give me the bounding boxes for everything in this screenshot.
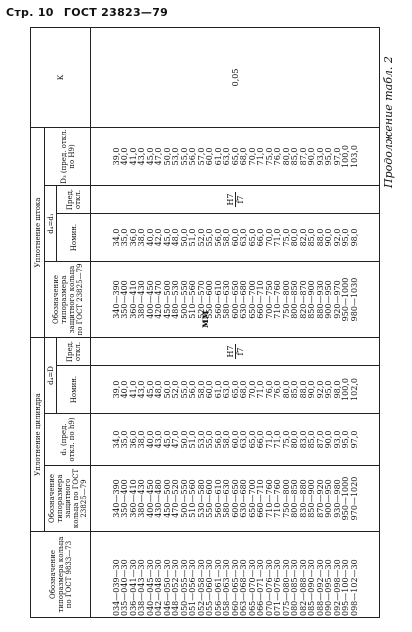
table-cell: 60,0 xyxy=(230,228,240,247)
table-cell: 97,0 xyxy=(332,147,342,166)
table-cell: 48,0 xyxy=(171,228,181,247)
header-rod-seal: Уплотнение штока xyxy=(31,127,45,337)
table-cell: 660—710 xyxy=(256,280,266,319)
table-cell: 100,0 xyxy=(341,378,351,401)
table-cell: 63,0 xyxy=(239,430,249,449)
table-cell: 50,0 xyxy=(162,147,172,166)
table-cell: 87,0 xyxy=(315,430,325,449)
table-cell: 71,0 xyxy=(264,430,274,449)
table-cell: 39,0 xyxy=(111,147,121,166)
table-cell: 070—076—30 xyxy=(264,559,274,616)
table-cell: 50,0 xyxy=(179,430,189,449)
table-cell: 75,0 xyxy=(264,147,274,166)
page-header xyxy=(6,6,174,19)
header-rod-tolerance: Пред. откл. xyxy=(57,186,91,214)
table-cell: 38,0 xyxy=(137,430,147,449)
table-cell: 88,0 xyxy=(298,380,308,399)
table-cell: 85,0 xyxy=(307,228,317,247)
table-cell: 900—950 xyxy=(324,280,334,319)
table-cell: 58,0 xyxy=(196,380,206,399)
table-cell: 065—070—30 xyxy=(247,559,257,616)
table-cell: 051—056—30 xyxy=(188,559,198,616)
header-cyl-protective-ring: Обозначение типоразмера защитного кольца по ГОСТ 23825—79 xyxy=(45,466,91,532)
table-cell: 52,0 xyxy=(196,228,206,247)
table-cell: 360—410 xyxy=(128,280,138,319)
table-cell: 050—055—30 xyxy=(179,559,189,616)
table-cell: 80,0 xyxy=(290,228,300,247)
table-cell: 350—400 xyxy=(120,479,130,518)
table-cell: 71,0 xyxy=(273,228,283,247)
table-cell: 880—930 xyxy=(315,280,325,319)
table-cell: 58,0 xyxy=(222,430,232,449)
table-cell: 35,0 xyxy=(120,430,130,449)
table-cell: 103,0 xyxy=(349,145,359,168)
col-cyl-nominal xyxy=(91,366,380,414)
table-cell: 76,0 xyxy=(264,380,274,399)
table-cell: 063—068—30 xyxy=(239,559,249,616)
table-cell: 66,0 xyxy=(256,228,266,247)
unit-label: мм xyxy=(200,310,211,328)
table-cell: 700—750 xyxy=(264,280,274,319)
table-cell: 80,0 xyxy=(281,147,291,166)
table-cell: 55,0 xyxy=(179,380,189,399)
table-cell: 500—550 xyxy=(179,280,189,319)
table-cell: 95,0 xyxy=(324,380,334,399)
table-cell: 47,0 xyxy=(154,147,164,166)
table-cell: 45,0 xyxy=(162,228,172,247)
rod-fit xyxy=(226,192,245,206)
table-cell: 710—760 xyxy=(273,280,283,319)
table-cell: 50,0 xyxy=(162,380,172,399)
table-cell: 65,0 xyxy=(230,380,240,399)
table-cell: 100,0 xyxy=(341,145,351,168)
table-cell: 87,0 xyxy=(298,147,308,166)
table-cell: 450—500 xyxy=(162,280,172,319)
table-cell: 035—040—30 xyxy=(120,559,130,616)
table-cell: 38,0 xyxy=(137,228,147,247)
cyl-fit xyxy=(226,344,245,358)
header-cyl-tolerance: Пред. откл. xyxy=(57,338,91,366)
table-cell: 060—065—30 xyxy=(230,559,240,616)
table-cell: 45,0 xyxy=(145,380,155,399)
header-cyl-d1: d₁ (пред. откл. по h9) xyxy=(45,414,91,466)
table-cell: 90,0 xyxy=(307,380,317,399)
header-cyl-d4: d₄=D xyxy=(45,338,57,414)
table-cell: 098—102—30 xyxy=(349,559,359,616)
table-cell: 820—870 xyxy=(298,280,308,319)
table-cell: 600—650 xyxy=(230,280,240,319)
table-cell: 046—050—30 xyxy=(162,559,172,616)
continuation-label: Продолжение табл. 2 xyxy=(382,56,395,188)
table-cell: 63,0 xyxy=(222,380,232,399)
table-cell: 90,0 xyxy=(324,228,334,247)
table-cell: 92,0 xyxy=(315,380,325,399)
standard-code: ГОСТ 23823—79 xyxy=(63,6,169,19)
table-cell: 95,0 xyxy=(324,147,334,166)
col-rod-tolerance xyxy=(91,186,380,214)
table-cell: 710—760 xyxy=(273,479,283,518)
table-cell: 85,0 xyxy=(290,147,300,166)
table-cell: 430—480 xyxy=(154,479,164,518)
table-cell: 055—060—30 xyxy=(205,559,215,616)
table-cell: 82,0 xyxy=(298,228,308,247)
table-cell: 85,0 xyxy=(290,380,300,399)
table-cell: 630—680 xyxy=(239,479,249,518)
cyl-fit-shaft: f7 xyxy=(235,347,245,356)
table-cell: 56,0 xyxy=(188,380,198,399)
table-cell: 075—080—30 xyxy=(281,559,291,616)
table-cell: 71,0 xyxy=(256,380,266,399)
rotated-table-area xyxy=(4,28,404,618)
table-cell: 40,0 xyxy=(120,380,130,399)
table-cell: 400—450 xyxy=(145,479,155,518)
table-cell: 660—710 xyxy=(256,479,266,518)
table-cell: 800—850 xyxy=(290,280,300,319)
table-cell: 710—760 xyxy=(264,479,274,518)
table-cell: 92,0 xyxy=(332,228,342,247)
table-cell: 930—980 xyxy=(332,479,342,518)
table-cell: 95,0 xyxy=(341,430,351,449)
table-cell: 870—920 xyxy=(315,479,325,518)
header-cylinder-seal: Уплотнение цилиндра xyxy=(31,338,45,532)
col-cyl-d1 xyxy=(91,414,380,466)
table-cell: 40,0 xyxy=(120,147,130,166)
table-cell: 950—1000 xyxy=(341,277,351,322)
table-cell: 63,0 xyxy=(239,228,249,247)
table-cell: 36,0 xyxy=(128,228,138,247)
col-rod-d3 xyxy=(91,127,380,185)
table-cell: 560—610 xyxy=(213,280,223,319)
table-cell: 63,0 xyxy=(222,147,232,166)
table-cell: 88,0 xyxy=(315,228,325,247)
table-cell: 550—600 xyxy=(205,280,215,319)
table-cell: 80,0 xyxy=(290,430,300,449)
k-value: 0,05 xyxy=(230,68,240,87)
table-cell: 036—041—30 xyxy=(128,559,138,616)
table-cell: 76,0 xyxy=(273,147,283,166)
header-rod-nominal: Номин. xyxy=(57,214,91,262)
table-cell: 040—045—30 xyxy=(145,559,155,616)
table-cell: 340—390 xyxy=(111,479,121,518)
table-cell: 56,0 xyxy=(188,147,198,166)
table-cell: 900—950 xyxy=(324,479,334,518)
table-cell: 65,0 xyxy=(230,147,240,166)
table-cell: 60,0 xyxy=(230,430,240,449)
table-cell: 950—1000 xyxy=(341,476,351,521)
table-cell: 400—450 xyxy=(145,280,155,319)
table-cell: 350—400 xyxy=(120,280,130,319)
table-cell: 90,0 xyxy=(324,430,334,449)
table-cell: 034—039—30 xyxy=(111,559,121,616)
table-cell: 43,0 xyxy=(154,430,164,449)
table-cell: 70,0 xyxy=(247,380,257,399)
table-cell: 042—048—30 xyxy=(154,559,164,616)
table-cell: 58,0 xyxy=(222,228,232,247)
table-cell: 40,0 xyxy=(145,228,155,247)
table-cell: 71,0 xyxy=(256,147,266,166)
table-cell: 68,0 xyxy=(239,380,249,399)
table-cell: 85,0 xyxy=(307,430,317,449)
col-rod-nominal xyxy=(91,214,380,262)
table-cell: 580—630 xyxy=(222,479,232,518)
table-cell: 70,0 xyxy=(264,228,274,247)
table-cell: 90,0 xyxy=(307,147,317,166)
table-cell: 45,0 xyxy=(145,147,155,166)
table-cell: 65,0 xyxy=(247,430,257,449)
table-cell: 056—061—30 xyxy=(213,559,223,616)
table-cell: 75,0 xyxy=(281,228,291,247)
table-cell: 550—600 xyxy=(205,479,215,518)
col-ring-designation xyxy=(91,532,380,618)
table-cell: 530—580 xyxy=(196,479,206,518)
table-cell: 450—500 xyxy=(162,479,172,518)
table-cell: 53,0 xyxy=(171,147,181,166)
header-k: К xyxy=(31,27,91,127)
table-cell: 40,0 xyxy=(145,430,155,449)
table-cell: 47,0 xyxy=(171,430,181,449)
table-cell: 42,0 xyxy=(154,228,164,247)
table-cell: 57,0 xyxy=(196,147,206,166)
table-cell: 360—410 xyxy=(128,479,138,518)
table-cell: 470—520 xyxy=(171,479,181,518)
table-cell: 052—058—30 xyxy=(196,559,206,616)
table-cell: 93,0 xyxy=(332,430,342,449)
table-cell: 380—430 xyxy=(137,479,147,518)
table-cell: 98,0 xyxy=(349,228,359,247)
col-cyl-protective-ring xyxy=(91,466,380,532)
table-cell: 95,0 xyxy=(341,228,351,247)
table-cell: 51,0 xyxy=(188,228,198,247)
rod-fit-shaft: f7 xyxy=(235,195,245,204)
table-cell: 038—043—30 xyxy=(137,559,147,616)
table-cell: 75,0 xyxy=(281,430,291,449)
table-cell: 980—1030 xyxy=(349,277,359,322)
rod-fit-hole: H7 xyxy=(225,193,235,206)
table-cell: 34,0 xyxy=(111,228,121,247)
table-cell: 41,0 xyxy=(128,147,138,166)
table-cell: 750—800 xyxy=(281,479,291,518)
table-cell: 68,0 xyxy=(239,147,249,166)
table-cell: 80,0 xyxy=(281,380,291,399)
table-cell: 510—560 xyxy=(188,479,198,518)
table-cell: 600—650 xyxy=(230,479,240,518)
table-cell: 480—530 xyxy=(171,280,181,319)
table-cell: 650—700 xyxy=(247,280,257,319)
table-cell: 800—850 xyxy=(290,479,300,518)
table-cell: 082—088—30 xyxy=(298,559,308,616)
dimensions-table xyxy=(30,27,380,618)
table-cell: 61,0 xyxy=(213,147,223,166)
table-cell: 630—680 xyxy=(239,280,249,319)
table-cell: 750—800 xyxy=(281,280,291,319)
table-cell: 97,0 xyxy=(349,430,359,449)
table-cell: 52,0 xyxy=(171,380,181,399)
table-cell: 48,0 xyxy=(154,380,164,399)
page-number: Стр. 10 xyxy=(6,6,54,19)
table-cell: 55,0 xyxy=(205,228,215,247)
table-cell: 93,0 xyxy=(315,147,325,166)
table-cell: 092—098—30 xyxy=(332,559,342,616)
header-ring-designation: Обозначение типоразмера кольца по ГОСТ 9833—73 xyxy=(31,532,91,618)
table-cell: 71,0 xyxy=(273,430,283,449)
table-cell: 970—1020 xyxy=(349,476,359,521)
header-rod-d4: d₄=d₁ xyxy=(45,186,57,262)
table-cell: 55,0 xyxy=(179,147,189,166)
table-cell: 420—470 xyxy=(154,280,164,319)
col-cyl-tolerance xyxy=(91,338,380,366)
table-cell: 60,0 xyxy=(205,147,215,166)
table-cell: 53,0 xyxy=(196,430,206,449)
table-cell: 500—550 xyxy=(179,479,189,518)
table-cell: 36,0 xyxy=(128,430,138,449)
table-cell: 66,0 xyxy=(256,430,266,449)
table-cell: 50,0 xyxy=(179,228,189,247)
table-cell: 51,0 xyxy=(188,430,198,449)
table-cell: 088—092—30 xyxy=(315,559,325,616)
header-cyl-nominal: Номин. xyxy=(57,366,91,414)
table-cell: 56,0 xyxy=(213,430,223,449)
col-k xyxy=(91,27,380,127)
table-cell: 080—085—30 xyxy=(290,559,300,616)
table-cell: 510—560 xyxy=(188,280,198,319)
table-cell: 850—900 xyxy=(307,280,317,319)
table-cell: 76,0 xyxy=(273,380,283,399)
table-cell: 56,0 xyxy=(213,228,223,247)
table-cell: 380—430 xyxy=(137,280,147,319)
table-cell: 55,0 xyxy=(205,430,215,449)
table-cell: 830—880 xyxy=(298,479,308,518)
table-cell: 70,0 xyxy=(247,147,257,166)
table-cell: 65,0 xyxy=(247,228,257,247)
table-cell: 085—090—30 xyxy=(307,559,317,616)
table-cell: 520—570 xyxy=(196,280,206,319)
table-cell: 39,0 xyxy=(111,380,121,399)
table-cell: 066—071—30 xyxy=(256,559,266,616)
table-cell: 43,0 xyxy=(137,380,147,399)
table-cell: 048—052—30 xyxy=(171,559,181,616)
table-cell: 60,0 xyxy=(205,380,215,399)
table-cell: 61,0 xyxy=(213,380,223,399)
table-cell: 43,0 xyxy=(137,147,147,166)
table-cell: 34,0 xyxy=(111,430,121,449)
header-rod-protective-ring: Обозначение типоразмера защитного кольца по ГОСТ 23825—79 xyxy=(45,262,91,338)
table-cell: 41,0 xyxy=(128,380,138,399)
table-cell: 580—630 xyxy=(222,280,232,319)
table-cell: 090—095—30 xyxy=(324,559,334,616)
table-cell: 45,0 xyxy=(162,430,172,449)
table-cell: 340—390 xyxy=(111,280,121,319)
table-cell: 095—100—30 xyxy=(341,559,351,616)
table-cell: 83,0 xyxy=(298,430,308,449)
table-cell: 058—063—30 xyxy=(222,559,232,616)
table-cell: 102,0 xyxy=(349,378,359,401)
table-cell: 071—076—30 xyxy=(273,559,283,616)
table-cell: 98,0 xyxy=(332,380,342,399)
table-cell: 35,0 xyxy=(120,228,130,247)
table-cell: 850—900 xyxy=(307,479,317,518)
col-rod-protective-ring xyxy=(91,262,380,338)
table-cell: 920—970 xyxy=(332,280,342,319)
table-cell: 560—610 xyxy=(213,479,223,518)
header-rod-d3: D₃ (пред. откл. по H9) xyxy=(45,127,91,185)
cyl-fit-hole: H7 xyxy=(225,345,235,358)
table-cell: 650—700 xyxy=(247,479,257,518)
